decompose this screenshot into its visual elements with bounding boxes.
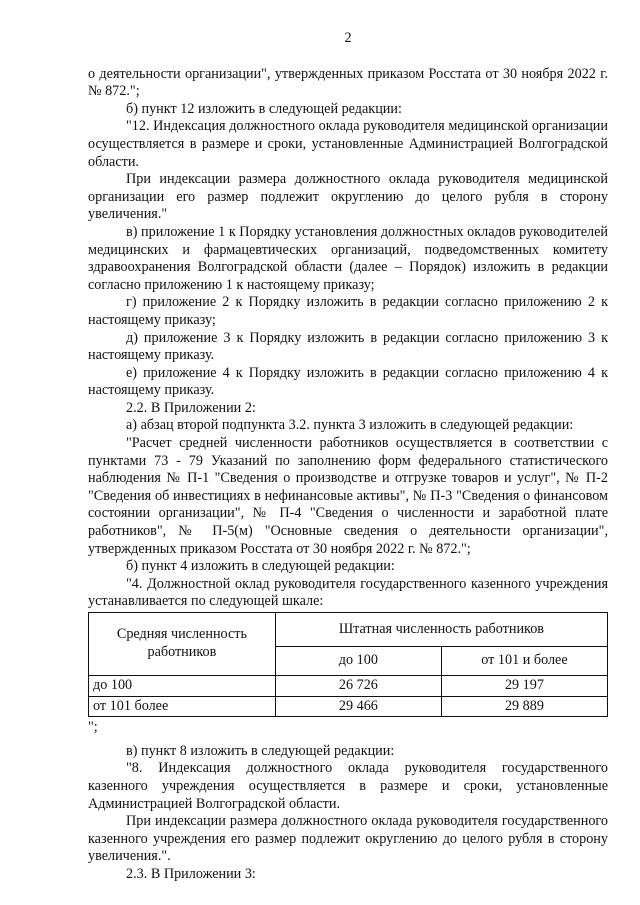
body-text-top <box>88 66 608 611</box>
table-cell: 26 726 <box>275 676 441 697</box>
paragraph: "4. Должностной оклад руководителя государственного казенного учреждения устанавливается по следующей шкале: <box>88 575 608 610</box>
table-subheader-up-to-100: до 100 <box>275 646 441 675</box>
closing-quote-mark: "; <box>88 719 98 736</box>
table-cell: 29 889 <box>441 696 607 717</box>
paragraph: б) пункт 4 изложить в следующей редакции: <box>126 558 395 575</box>
paragraph: д) приложение 3 к Порядку изложить в редакции согласно приложению 3 к настоящему приказу. <box>88 329 608 364</box>
paragraph: в) пункт 8 изложить в следующей редакции: <box>126 742 395 759</box>
page-number: 2 <box>344 30 352 46</box>
table-cell: 29 466 <box>275 696 441 717</box>
paragraph: е) приложение 4 к Порядку изложить в редакции согласно приложению 4 к настоящему приказу. <box>88 364 608 399</box>
paragraph: о деятельности организации", утвержденных приказом Росстата от 30 ноября 2022 г. № 872."; <box>88 65 608 100</box>
table-row-label: до 100 <box>89 676 276 697</box>
paragraph: б) пункт 12 изложить в следующей редакции: <box>126 100 402 117</box>
paragraph: г) приложение 2 к Порядку изложить в редакции согласно приложению 2 к настоящему приказу; <box>88 294 608 328</box>
paragraph: "Расчет средней численности работников осуществляется в соответствии с пунктами 73 - 79 Указаний по заполнению форм федерального статистического наблюдения № П-1 "Сведения о производстве и отгрузке товаров и услуг", № П-2 "Сведения об инвестициях в нефинансовые активы", № П-3 "Сведения о финансовом состоянии организации", № П-4 "Сведения о численности и заработной плате работников", № П-5(м) "Основные сведения о деятельности организации", утвержденных приказом Росстата от 30 ноября 2022 г. № 872."; <box>88 435 608 557</box>
body-text-bottom <box>88 743 608 884</box>
paragraph: 2.3. В Приложении 3: <box>126 865 256 882</box>
paragraph: При индексации размера должностного оклада руководителя медицинской организации его размер подлежит округлению до целого рубля в сторону увеличения." <box>88 171 608 223</box>
table-header-average-headcount: Средняя численность работников <box>89 613 276 676</box>
table-row <box>89 676 608 697</box>
paragraph: "8. Индексация должностного оклада руководителя государственного казенного учреждения осуществляется в размере и сроки, установленные Администрацией Волгоградской области. <box>88 760 608 812</box>
table-row <box>89 696 608 717</box>
paragraph: в) приложение 1 к Порядку установления должностных окладов руководителей медицинских и фармацевтических организаций, подведомственных комитету здравоохранения Волгоградской области (далее – Порядок) изложить в редакции согласно приложению 1 к настоящему приказу; <box>88 223 608 293</box>
table-header-staff-headcount: Штатная численность работников <box>275 613 607 647</box>
salary-scale-table <box>88 612 608 717</box>
paragraph: При индексации размера должностного оклада руководителя государственного казенного учреждения его размер подлежит округлению до целого рубля в сторону увеличения.". <box>88 813 608 865</box>
paragraph: 2.2. В Приложении 2: <box>126 399 256 416</box>
table-cell: 29 197 <box>441 676 607 697</box>
table-subheader-101-and-more: от 101 и более <box>441 646 607 675</box>
table-row-label: от 101 более <box>89 696 276 717</box>
paragraph: "12. Индексация должностного оклада руководителя медицинской организации осуществляется в размере и сроки, установленные Администрацией Волгоградской области. <box>88 118 608 170</box>
paragraph: а) абзац второй подпункта 3.2. пункта 3 изложить в следующей редакции: <box>126 417 574 434</box>
